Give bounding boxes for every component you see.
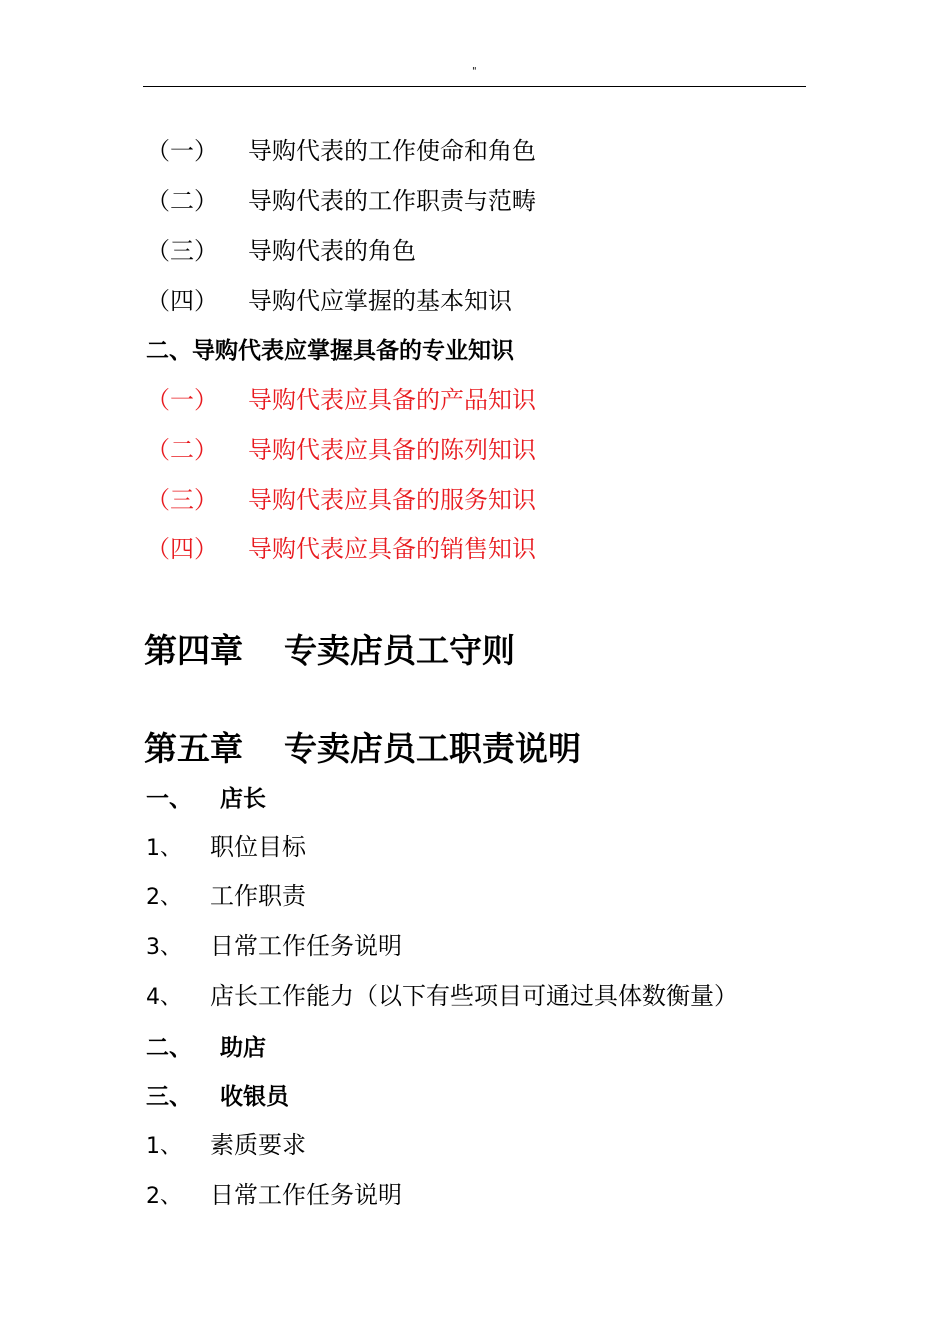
toc-entry-number: （二）	[146, 187, 218, 215]
toc-entry	[146, 286, 512, 316]
list-item-number: 2、	[146, 885, 182, 910]
toc-entry-number: （三）	[146, 237, 218, 265]
toc-entry-text: 导购代应掌握的基本知识	[248, 287, 512, 315]
list-item-number: 2、	[146, 1184, 182, 1209]
list-item	[146, 1180, 402, 1212]
toc-entry-number: （一）	[146, 386, 218, 414]
toc-entry	[146, 186, 536, 216]
subsection-heading	[146, 1033, 266, 1063]
subsection-heading	[146, 1082, 289, 1112]
subsection-title: 助店	[220, 1035, 266, 1061]
toc-entry	[146, 136, 536, 166]
list-item-number: 1、	[146, 1134, 182, 1159]
toc-entry-red	[146, 534, 536, 564]
chapter-title: 专卖店员工守则	[284, 631, 515, 670]
list-item	[146, 832, 306, 864]
subsection-number: 二、	[146, 1035, 192, 1061]
header-rule	[143, 86, 806, 87]
subsection-title: 店长	[220, 786, 266, 812]
list-item-number: 1、	[146, 836, 182, 861]
subsection-title: 收银员	[220, 1084, 289, 1110]
toc-entry-number: （三）	[146, 486, 218, 514]
header-mark: "	[472, 66, 477, 77]
subsection-heading	[146, 784, 266, 814]
chapter-heading	[144, 729, 581, 769]
toc-entry-red	[146, 435, 536, 465]
chapter-number: 第五章	[144, 729, 243, 768]
chapter-number: 第四章	[144, 631, 243, 670]
toc-entry-number: （一）	[146, 137, 218, 165]
toc-entry-number: （二）	[146, 436, 218, 464]
list-item-text: 素质要求	[210, 1131, 306, 1159]
list-item-number: 4、	[146, 985, 182, 1010]
chapter-heading	[144, 631, 515, 671]
toc-entry-text: 导购代表的角色	[248, 237, 416, 265]
toc-entry-red	[146, 485, 536, 515]
toc-entry-red	[146, 385, 536, 415]
list-item-text: 日常工作任务说明	[210, 1181, 402, 1209]
toc-entry-text: 导购代表应具备的产品知识	[248, 386, 536, 414]
toc-entry-text: 导购代表应具备的服务知识	[248, 486, 536, 514]
list-item-text: 职位目标	[210, 833, 306, 861]
list-item-text: 店长工作能力（以下有些项目可通过具体数衡量）	[210, 982, 738, 1010]
toc-entry-text: 导购代表应具备的陈列知识	[248, 436, 536, 464]
subsection-number: 一、	[146, 786, 192, 812]
toc-entry-text: 导购代表的工作使命和角色	[248, 137, 536, 165]
toc-entry-text: 导购代表应具备的销售知识	[248, 535, 536, 563]
toc-entry-text: 导购代表的工作职责与范畴	[248, 187, 536, 215]
list-item-text: 工作职责	[210, 882, 306, 910]
list-item	[146, 1130, 306, 1162]
chapter-title: 专卖店员工职责说明	[284, 729, 581, 768]
toc-entry-number: （四）	[146, 287, 218, 315]
subsection-number: 三、	[146, 1084, 192, 1110]
list-item	[146, 881, 306, 913]
list-item-number: 3、	[146, 935, 182, 960]
toc-entry-number: （四）	[146, 535, 218, 563]
list-item-text: 日常工作任务说明	[210, 932, 402, 960]
toc-entry	[146, 236, 416, 266]
list-item	[146, 981, 738, 1013]
list-item	[146, 931, 402, 963]
section-heading: 二、导购代表应掌握具备的专业知识	[146, 338, 514, 364]
